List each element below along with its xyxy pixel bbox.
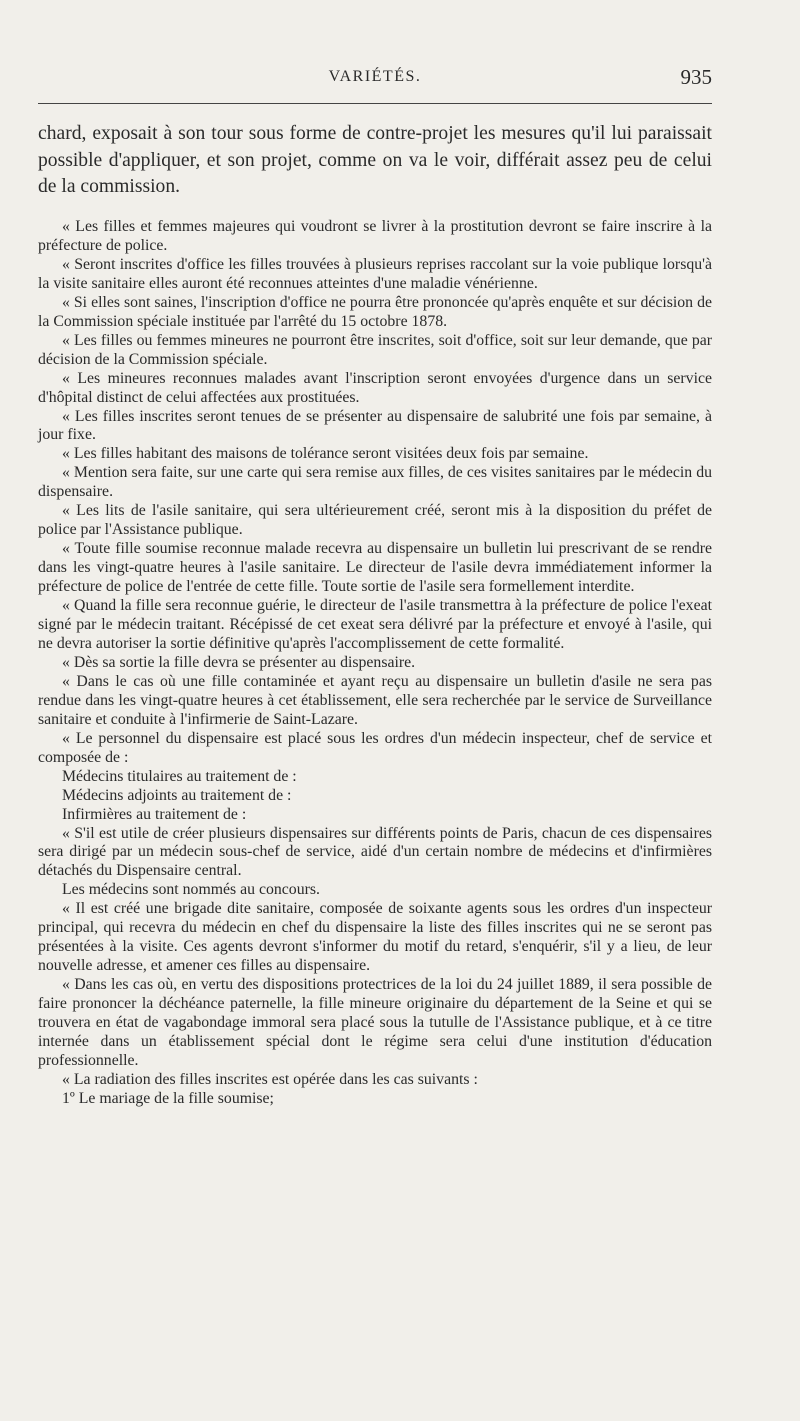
- paragraph: Les médecins sont nommés au concours.: [62, 881, 320, 899]
- paragraph: « Quand la fille sera reconnue guérie, le directeur de l'asile transmettra à la préfecture de police l'exeat signé par le médecin traitant. Récépissé de cet exeat sera délivré par la préfecture et envoyé à l'asile, qui ne devra autoriser la sortie définitive qu'après l'accomplissement de cette formalité.: [38, 597, 712, 652]
- paragraph: « Toute fille soumise reconnue malade recevra au dispensaire un bulletin lui prescrivant de se rendre dans les vingt-quatre heures à l'asile sanitaire. Le directeur de l'asile devra immédiatement informer la préfecture de police de l'entrée de cette fille. Toute sortie de l'asile sera formellement interdite.: [38, 540, 712, 596]
- paragraph: « Mention sera faite, sur une carte qui sera remise aux filles, de ces visites sanitaires par le médecin du dispensaire.: [38, 464, 712, 501]
- paragraph: « Les filles inscrites seront tenues de se présenter au dispensaire de salubrité une fois par semaine, à jour fixe.: [38, 407, 712, 444]
- paragraph: « Seront inscrites d'office les filles trouvées à plusieurs reprises raccolant sur la voie publique lorsqu'à la visite sanitaire elles auront été reconnues atteintes d'une maladie vénérienne.: [38, 255, 712, 292]
- page-header: [38, 65, 712, 98]
- header-rule: [38, 103, 712, 104]
- staff-line: Médecins adjoints au traitement de :: [62, 786, 292, 804]
- list-item: 1º Le mariage de la fille soumise;: [62, 1089, 274, 1107]
- paragraph: « La radiation des filles inscrites est opérée dans les cas suivants :: [62, 1070, 478, 1088]
- paragraph: « Les filles habitant des maisons de tolérance seront visitées deux fois par semaine.: [62, 445, 589, 463]
- paragraph: « S'il est utile de créer plusieurs dispensaires sur différents points de Paris, chacun de ces dispensaires sera dirigé par un médecin sous-chef de service, aidé d'un certain nombre de médecins et d'infirmières détachés du Dispensaire central.: [38, 824, 712, 880]
- running-title: VARIÉTÉS.: [328, 68, 422, 85]
- intro-paragraph: chard, exposait à son tour sous forme de contre-projet les mesures qu'il lui paraissait possible d'appliquer, et son projet, comme on va le voir, différait assez peu de celui de la commission.: [38, 123, 712, 197]
- staff-line: Médecins titulaires au traitement de :: [62, 767, 297, 785]
- paragraph: « Les mineures reconnues malades avant l'inscription seront envoyées d'urgence dans un service d'hôpital distinct de celui affectées aux prostituées.: [38, 369, 712, 406]
- body-text: [38, 218, 712, 1109]
- paragraph: « Les lits de l'asile sanitaire, qui sera ultérieurement créé, seront mis à la disposition du préfet de police par l'Assistance publique.: [38, 502, 712, 539]
- paragraph: « Il est créé une brigade dite sanitaire, composée de soixante agents sous les ordres d'un inspecteur principal, qui recevra du médecin en chef du dispensaire la liste des filles inscrites qui ne se seront pas présentées à la visite. Ces agents devront s'informer du motif du retard, s'enquérir, s'il y a lieu, de leur nouvelle adresse, et amener ces filles au dispensaire.: [38, 900, 712, 975]
- paragraph: « Si elles sont saines, l'inscription d'office ne pourra être prononcée qu'après enquête et sur décision de la Commission spéciale instituée par l'arrêté du 15 octobre 1878.: [38, 293, 712, 330]
- paragraph: « Dès sa sortie la fille devra se présenter au dispensaire.: [62, 653, 416, 671]
- paragraph: « Les filles ou femmes mineures ne pourront être inscrites, soit d'office, soit sur leur demande, que par décision de la Commission spéciale.: [38, 331, 712, 368]
- paragraph: « Dans les cas où, en vertu des dispositions protectrices de la loi du 24 juillet 1889, il sera possible de faire prononcer la déchéance paternelle, la fille mineure originaire du département de la Seine et qui se trouvera en état de vagabondage immoral sera placé sous la tutulle de l'Assistance publique, et à ce titre internée dans un établissement spécial dont le régime sera celui d'une institution d'éducation professionnelle.: [38, 976, 712, 1069]
- page-number: 935: [680, 65, 712, 89]
- paragraph: « Dans le cas où une fille contaminée et ayant reçu au dispensaire un bulletin d'asile ne sera pas rendue dans les vingt-quatre heures à cet établissement, elle sera recherchée par le service de Surveillance sanitaire et conduite à l'infirmerie de Saint-Lazare.: [38, 672, 712, 728]
- paragraph: « Le personnel du dispensaire est placé sous les ordres d'un médecin inspecteur, chef de service et composée de :: [38, 729, 712, 766]
- staff-line: Infirmières au traitement de :: [62, 805, 247, 823]
- paragraph: « Les filles et femmes majeures qui voudront se livrer à la prostitution devront se faire inscrire à la préfecture de police.: [38, 218, 712, 254]
